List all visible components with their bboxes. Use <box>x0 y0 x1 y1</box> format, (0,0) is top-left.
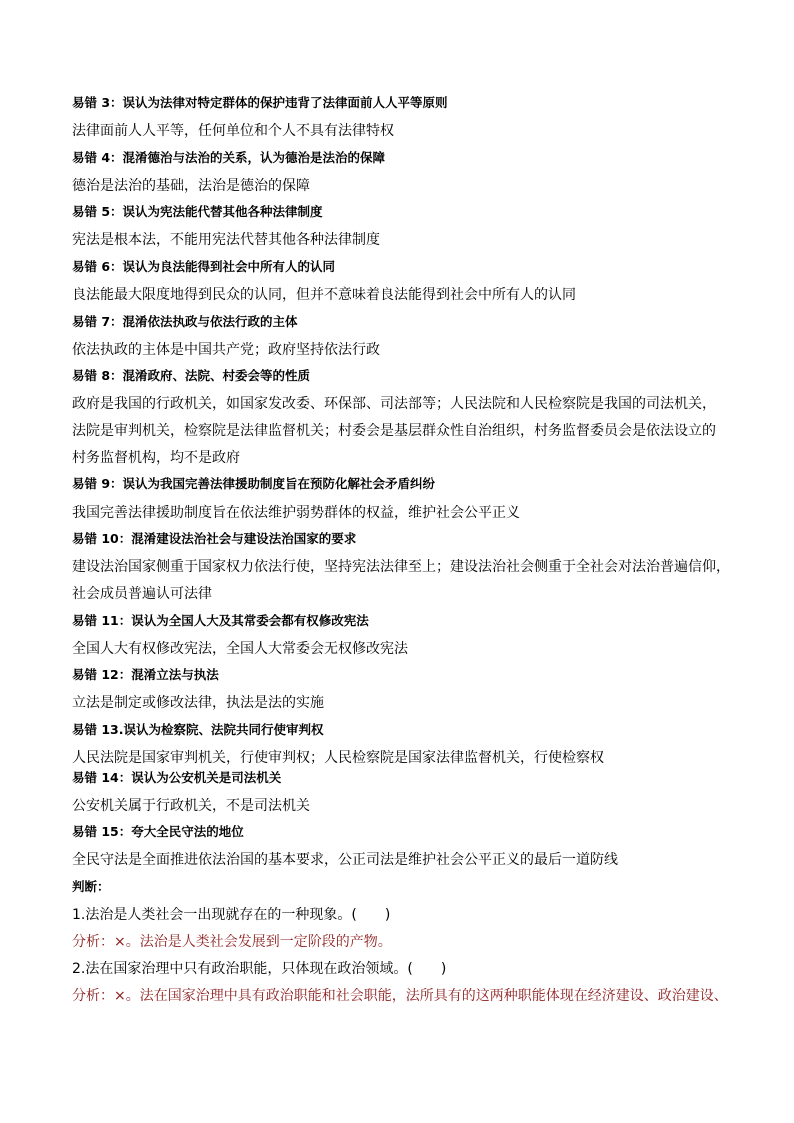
item-10-heading: 易错 10：混淆建设法治社会与建设法治国家的要求 <box>72 531 357 546</box>
item-3-heading: 易错 3：误认为法律对特定群体的保护违背了法律面前人人平等原则 <box>72 95 448 110</box>
item-4-heading: 易错 4：混淆德治与法治的关系，认为德治是法治的保障 <box>72 150 386 165</box>
judge-answer-1: 分析：×。法治是人类社会发展到一定阶段的产物。 <box>72 934 392 950</box>
item-12-body: 立法是制定或修改法律，执法是法的实施 <box>72 695 324 711</box>
item-5-heading: 易错 5：误认为宪法能代替其他各种法律制度 <box>72 204 323 219</box>
item-10-body-line-1: 建设法治国家侧重于国家权力依法行使，坚持宪法法律至上；建设法治社会侧重于全社会对法治普遍信仰， <box>72 559 730 575</box>
item-8-body-line-3: 村务监督机构，均不是政府 <box>72 450 240 466</box>
item-15-body: 全民守法是全面推进依法治国的基本要求，公正司法是维护社会公平正义的最后一道防线 <box>72 852 618 868</box>
item-6-body: 良法能最大限度地得到民众的认同，但并不意味着良法能得到社会中所有人的认同 <box>72 287 576 303</box>
judge-question-2: 2.法在国家治理中只有政治职能，只体现在政治领域。( ) <box>72 961 447 977</box>
item-14-heading: 易错 14：误认为公安机关是司法机关 <box>72 770 282 785</box>
item-8-body-line-2: 法院是审判机关，检察院是法律监督机关；村委会是基层群众性自治组织，村务监督委员会是依法设立的 <box>72 423 716 439</box>
item-5-body: 宪法是根本法，不能用宪法代替其他各种法律制度 <box>72 232 380 248</box>
item-7-heading: 易错 7：混淆依法执政与依法行政的主体 <box>72 314 298 329</box>
item-3-body: 法律面前人人平等，任何单位和个人不具有法律特权 <box>72 123 394 139</box>
item-13-heading: 易错 13.误认为检察院、法院共同行使审判权 <box>72 722 324 737</box>
item-4-body: 德治是法治的基础，法治是德治的保障 <box>72 178 310 194</box>
item-14-body: 公安机关属于行政机关，不是司法机关 <box>72 798 310 814</box>
item-6-heading: 易错 6：误认为良法能得到社会中所有人的认同 <box>72 259 336 274</box>
item-12-heading: 易错 12：混淆立法与执法 <box>72 667 219 682</box>
item-11-body: 全国人大有权修改宪法，全国人大常委会无权修改宪法 <box>72 641 408 657</box>
judge-heading: 判断： <box>72 879 110 894</box>
item-9-heading: 易错 9：误认为我国完善法律援助制度旨在预防化解社会矛盾纠纷 <box>72 476 436 491</box>
judge-answer-2: 分析：×。法在国家治理中具有政治职能和社会职能，法所具有的这两种职能体现在经济建设、政治建设、 <box>72 988 728 1004</box>
item-7-body: 依法执政的主体是中国共产党；政府坚持依法行政 <box>72 342 380 358</box>
item-8-body-line-1: 政府是我国的行政机关，如国家发改委、环保部、司法部等；人民法院和人民检察院是我国的司法机关， <box>72 396 716 412</box>
item-13-body: 人民法院是国家审判机关，行使审判权；人民检察院是国家法律监督机关，行使检察权 <box>72 750 604 766</box>
item-9-body: 我国完善法律援助制度旨在依法维护弱势群体的权益，维护社会公平正义 <box>72 505 520 521</box>
item-10-body-line-2: 社会成员普遍认可法律 <box>72 586 212 602</box>
item-15-heading: 易错 15：夸大全民守法的地位 <box>72 824 244 839</box>
item-8-heading: 易错 8：混淆政府、法院、村委会等的性质 <box>72 368 311 383</box>
item-11-heading: 易错 11：误认为全国人大及其常委会都有权修改宪法 <box>72 613 369 628</box>
judge-question-1: 1.法治是人类社会一出现就存在的一种现象。( ) <box>72 907 391 923</box>
